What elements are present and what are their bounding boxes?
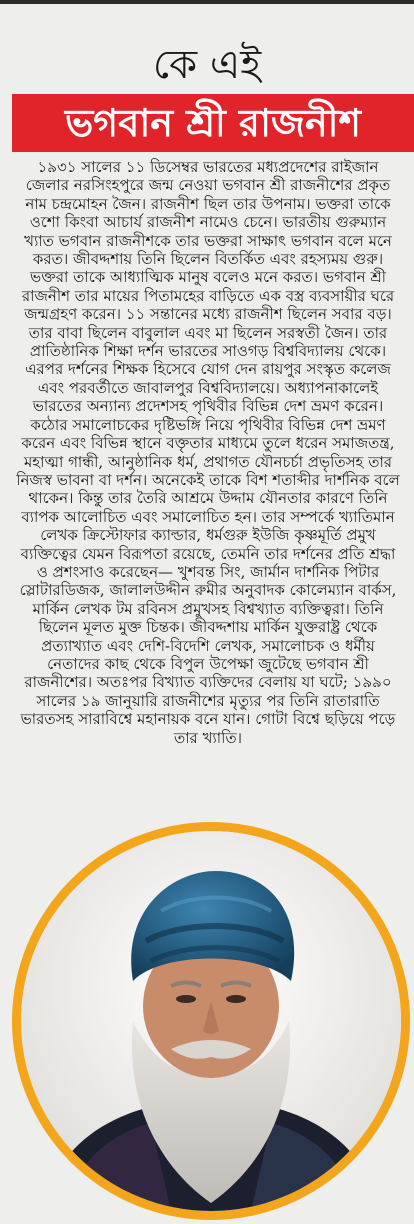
top-rule bbox=[0, 0, 414, 4]
article-headline: ভগবান শ্রী রাজনীশ bbox=[64, 101, 362, 145]
headline-banner bbox=[12, 94, 414, 152]
article-kicker: কে এই bbox=[152, 42, 262, 88]
portrait-photo bbox=[21, 831, 401, 1211]
portrait-frame bbox=[12, 822, 410, 1220]
article-body: ১৯৩১ সালের ১১ ডিসেম্বর ভারতের মধ্যপ্রদেশের রাইজান জেলার নরসিংহপুরে জন্ম নেওয়া ভগবান শ্রী রাজনীশের প্রকৃত নাম চন্দ্রমোহন জৈন। রাজনীশ ছিল তার উপনাম। ভক্তরা তাকে ওশো কিংবা আচার্য রাজনীশ নামেও চেনে। ভারতীয় গুরুম্যান খ্যাত ভগবান রাজনীশকে তার ভক্তরা সাক্ষাৎ ভগবান বলে মনে করত। জীবদ্দশায় তিনি ছিলেন বিতর্কিত এবং রহস্যময় গুরু। ভক্তরা তাকে আধ্যাত্মিক মানুষ বলেও মনে করত। ভগবান শ্রী রাজনীশ তার মায়ের পিতামহের বাড়িতে এক বস্ত্র ব্যবসায়ীর ঘরে জন্মগ্রহণ করেন। ১১ সন্তানের মধ্যে রাজনীশ ছিলেন সবার বড়। তার বাবা ছিলেন বাবুলাল এবং মা ছিলেন সরস্বতী জৈন। তার প্রাতিষ্ঠানিক শিক্ষা দর্শন ভারতের সাওগড় বিশ্ববিদ্যালয় থেকে। এরপর দর্শনের শিক্ষক হিসেবে যোগ দেন রায়পুর সংস্কৃত কলেজ এবং পরবর্তীতে জাবালপুর বিশ্ববিদ্যালয়ে। অধ্যাপনাকালেই ভারতের অন্যান্য প্রদেশসহ পৃথিবীর বিভিন্ন দেশ ভ্রমণ করেন। কঠোর সমালোচকের দৃষ্টিভঙ্গি নিয়ে পৃথিবীর বিভিন্ন দেশ ভ্রমণ করেন এবং বিভিন্ন স্থানে বক্তৃতার মাধ্যমে তুলে ধরেন সমাজতন্ত্র, মহাত্মা গান্ধী, আনুষ্ঠানিক ধর্ম, প্রথাগত যৌনচর্চা প্রভৃতিসহ তার নিজস্ব ভাবনা বা দর্শন। অনেকেই তাকে বিশ শতাব্দীর দার্শনিক বলে থাকেন। কিন্তু তার তৈরি আশ্রমে উদ্দাম যৌনতার কারণে তিনি ব্যাপক আলোচিত এবং সমালোচিত হন। তার সম্পর্কে খ্যাতিমান লেখক ক্রিস্টোফার ক্যাল্ডার, ধর্মগুরু ইউজি কৃষ্ণমূর্তি প্রমুখ ব্যক্তিত্বের যেমন বিরূপতা রয়েছে, তেমনি তার দর্শনের প্রতি শ্রদ্ধা ও প্রশংসাও করেছেন— খুশবন্ত সিং, জার্মান দার্শনিক পিটার স্লোটারডিজক, জালালউদ্দীন রুমীর অনুবাদক কোলেম্যান বার্কস, মার্কিন লেখক টম রবিনস প্রমুখসহ বিশ্বখ্যাত ব্যক্তিত্বরা। তিনি ছিলেন মূলত মুক্ত চিন্তক। জীবদ্দশায় মার্কিন যুক্তরাষ্ট্র থেকে প্রত্যাখ্যাত এবং দেশি-বিদেশি লেখক, সমালোচক ও ধর্মীয় নেতাদের কাছ থেকে বিপুল উপেক্ষা জুটেছে ভগবান শ্রী রাজনীশের। অতঃপর বিখ্যাত ব্যক্তিদের বেলায় যা ঘটে; ১৯৯০ সালের ১৯ জানুয়ারি রাজনীশের মৃত্যুর পর তিনি রাতারাতি ভারতসহ সারাবিশ্বে মহানায়ক বনে যান। গোটা বিশ্বে ছড়িয়ে পড়ে তার খ্যাতি। bbox=[16, 158, 400, 747]
portrait-illustration bbox=[21, 831, 401, 1211]
